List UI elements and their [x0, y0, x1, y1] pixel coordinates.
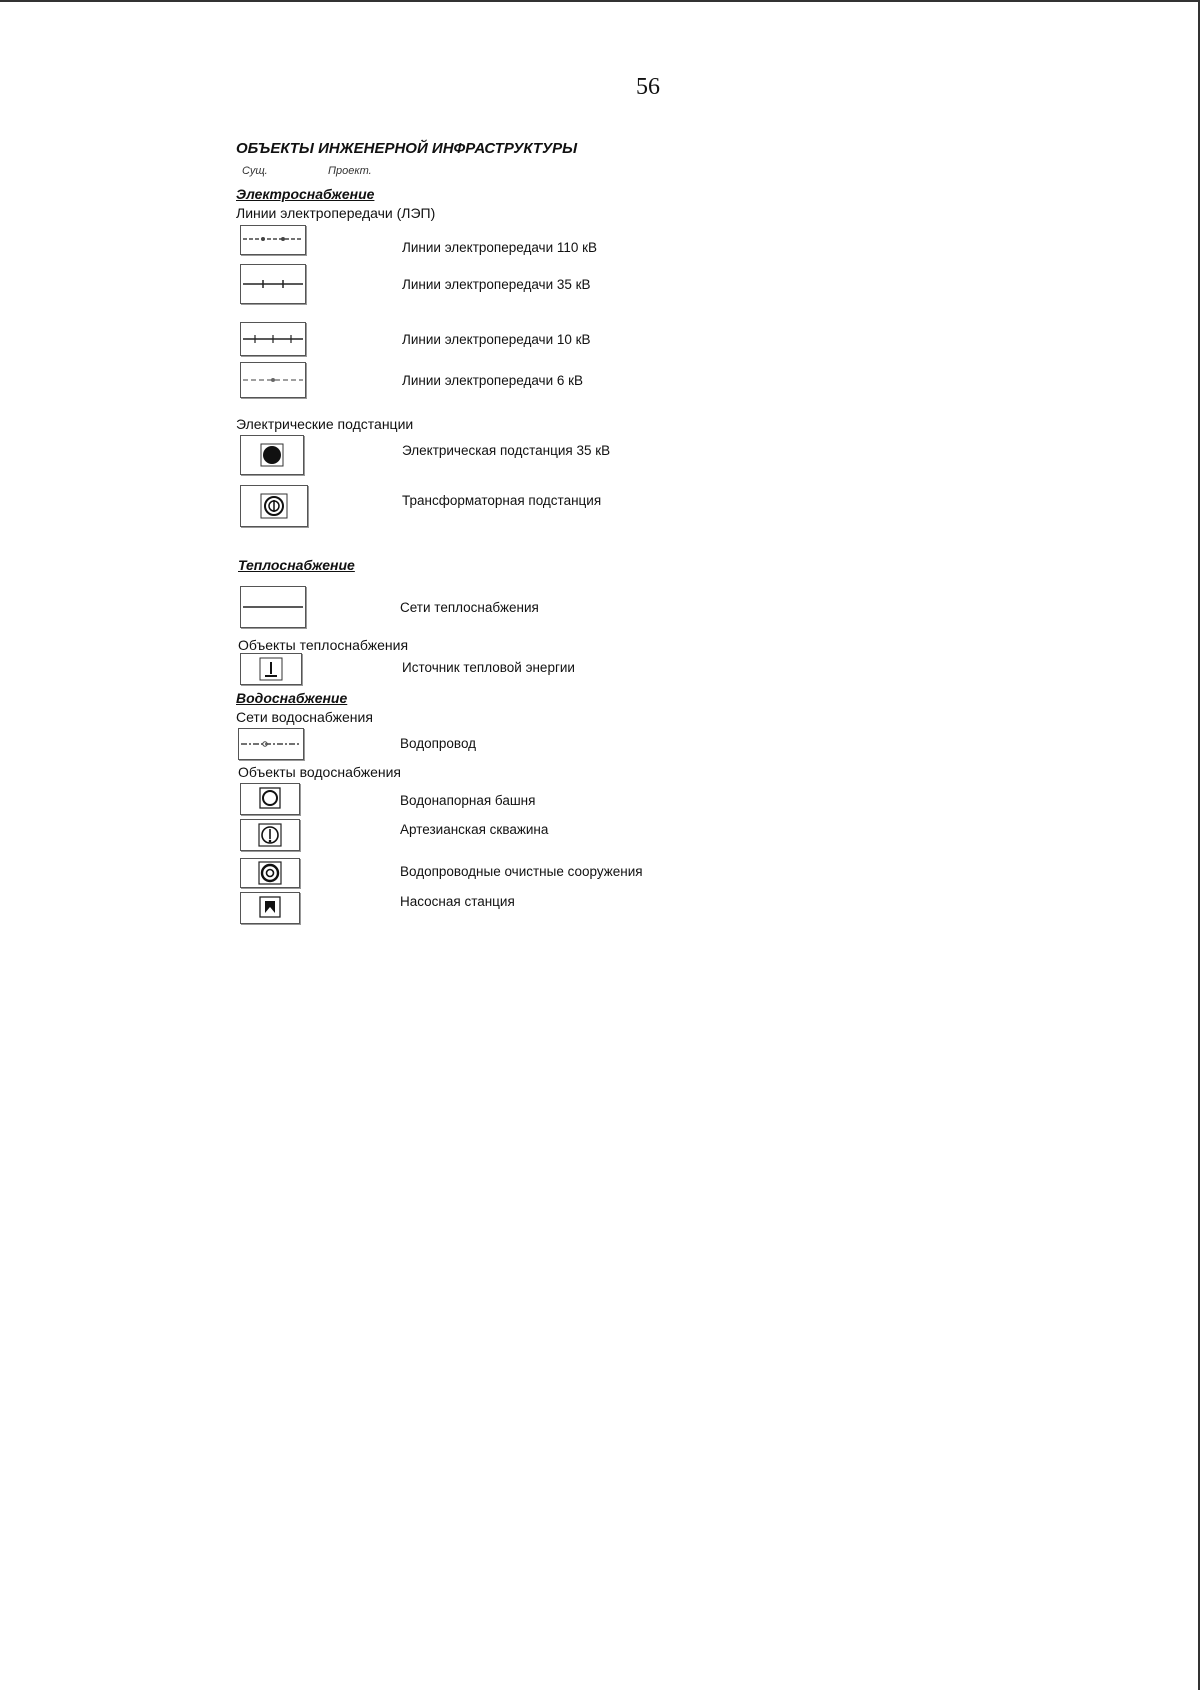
heat-objects-group-label: Объекты теплоснабжения — [238, 637, 409, 653]
power-lines-group-label: Линии электропередачи (ЛЭП) — [236, 205, 436, 221]
power-line-6kv-icon — [240, 362, 306, 398]
section-electricity-heading: Электроснабжение — [236, 186, 375, 202]
substations-group-label: Электрические подстанции — [236, 416, 414, 432]
section-water-heading: Водоснабжение — [236, 690, 348, 706]
heat-network-line-icon — [240, 586, 306, 628]
page-edge-top — [0, 0, 1200, 2]
water-pipeline-icon — [238, 728, 304, 760]
water-tower-icon — [240, 783, 300, 815]
heat-source-icon — [240, 653, 302, 685]
legend-title: ОБЪЕКТЫ ИНЖЕНЕРНОЙ ИНФРАСТРУКТУРЫ — [236, 140, 578, 157]
column-existing-label: Сущ. — [242, 165, 268, 177]
water-tower-label: Водонапорная башня — [400, 793, 536, 808]
transformer-substation-icon — [240, 485, 308, 527]
power-line-10kv-icon — [240, 322, 306, 356]
substation-label: Электрическая подстанция 35 кВ — [402, 443, 611, 458]
heat-network-label: Сети теплоснабжения — [400, 600, 539, 615]
section-heat-heading: Теплоснабжение — [238, 557, 355, 573]
transformer-substation-label: Трансформаторная подстанция — [402, 493, 602, 508]
water-objects-group-label: Объекты водоснабжения — [238, 764, 402, 780]
pump-station-label: Насосная станция — [400, 894, 515, 909]
artesian-well-label: Артезианская скважина — [400, 822, 549, 837]
power-line-35kv-label: Линии электропередачи 35 кВ — [402, 277, 591, 292]
water-treatment-label: Водопроводные очистные сооружения — [400, 864, 643, 879]
power-line-35kv-icon — [240, 264, 306, 304]
water-treatment-icon — [240, 858, 300, 888]
water-networks-group-label: Сети водоснабжения — [236, 709, 373, 725]
column-projected-label: Проект. — [328, 165, 372, 177]
substation-icon — [240, 435, 304, 475]
pump-station-icon — [240, 892, 300, 924]
artesian-well-icon — [240, 819, 300, 851]
power-line-6kv-label: Линии электропередачи 6 кВ — [402, 373, 584, 388]
power-line-10kv-label: Линии электропередачи 10 кВ — [402, 332, 591, 347]
power-line-110kv-label: Линии электропередачи 110 кВ — [402, 240, 598, 255]
power-line-110kv-icon — [240, 225, 306, 255]
heat-source-label: Источник тепловой энергии — [402, 660, 575, 675]
page-number: 56 — [636, 74, 660, 100]
water-pipeline-label: Водопровод — [400, 736, 477, 751]
